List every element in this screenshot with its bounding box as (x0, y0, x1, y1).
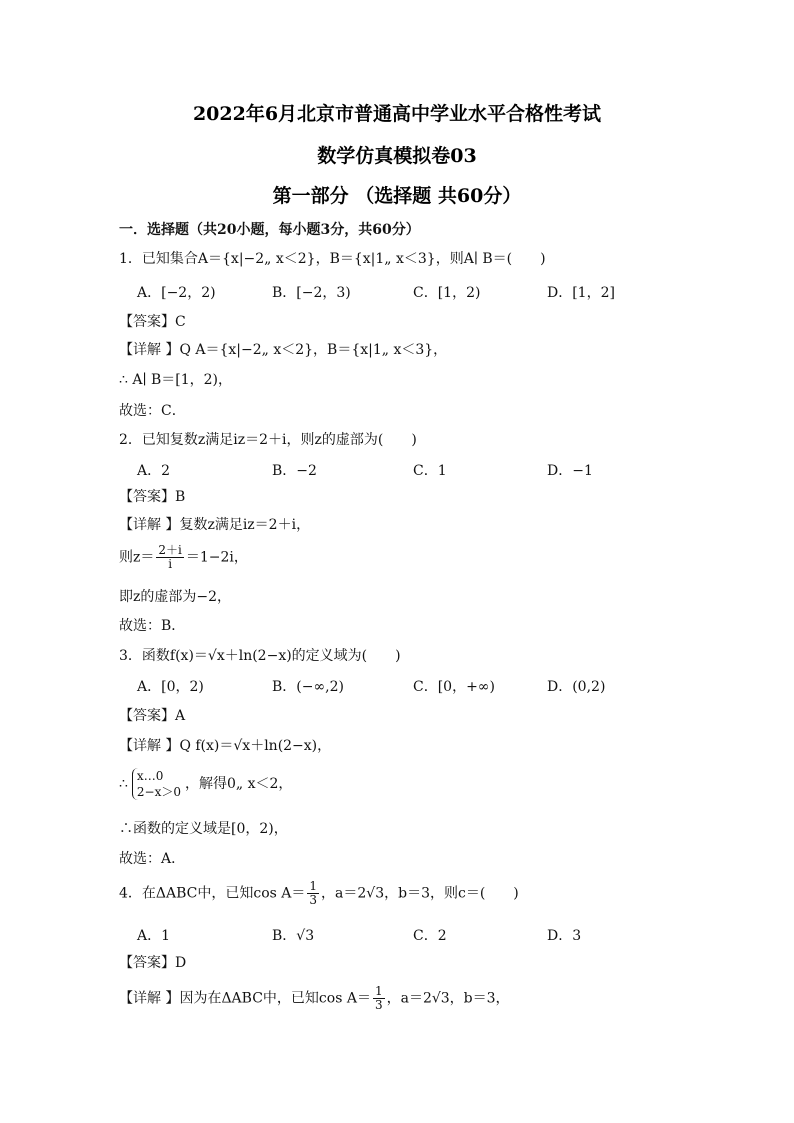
question-2-stem: 2．已知复数z满足iz＝2＋i，则z的虚部为( ) (119, 432, 417, 448)
question-3-stem: 3．函数f(x)＝√x＋ln(2−x)的定义域为( ) (119, 648, 401, 664)
q2-detail-4: 故选：B． (119, 618, 186, 634)
document-title: 2022年6月北京市普通高中学业水平合格性考试 (192, 103, 602, 125)
q3-inequality-bottom: 2−x＞0 (136, 785, 182, 799)
q4-fraction (307, 880, 319, 907)
part-heading: 第一部分 （选择题 共60分） (272, 185, 522, 207)
q2-answer: 【答案】B (119, 489, 186, 505)
q2-option-d: D．−1 (547, 463, 593, 479)
q3-answer: 【答案】A (119, 708, 186, 724)
q2-option-b: B．−2 (272, 463, 317, 479)
q4-option-a: A．1 (137, 928, 171, 944)
q1-answer: 【答案】C (119, 314, 186, 330)
q3-option-a: A．[0，2) (137, 679, 204, 695)
q3-detail-3: ∴函数的定义域是[0，2)， (119, 821, 288, 837)
section-heading: 一．选择题（共20小题，每小题3分，共60分） (119, 222, 420, 238)
q4-detail-fraction-denominator: 3 (374, 998, 383, 1012)
q4-detail-fraction (373, 985, 385, 1012)
q2-option-c: C．1 (413, 463, 447, 479)
q3-option-b: B．(−∞,2) (272, 679, 344, 695)
q4-stem-post: ，a＝2√3，b＝3，则c＝( ) (321, 885, 519, 902)
q2-detail-2-post: ＝1−2i， (185, 549, 248, 566)
q4-fraction-numerator: 1 (309, 879, 318, 893)
q4-option-b: B．√3 (272, 928, 315, 944)
q4-option-d: D．3 (547, 928, 582, 944)
q1-detail-3: 故选：C． (119, 403, 186, 419)
q2-fraction (156, 544, 183, 571)
q3-therefore: ∴ (119, 776, 128, 792)
q2-option-a: A．2 (137, 463, 171, 479)
q2-detail-2-pre: 则z＝ (119, 549, 155, 566)
q2-fraction-numerator: 2＋i (158, 543, 182, 557)
q3-option-c: C．[0，+∞) (413, 679, 495, 695)
q3-inequality-top: x…0 (136, 769, 164, 783)
q4-detail-pre: 【详解 】因为在ΔABC中，已知cos A＝ (119, 990, 371, 1007)
q3-inequality-system (132, 768, 181, 800)
document-subtitle: 数学仿真模拟卷03 (317, 145, 477, 167)
question-1-stem: 1．已知集合A＝{x|−2„ x＜2}，B＝{x|1„ x＜3}，则A∣ B＝( ) (119, 251, 546, 267)
q1-option-c: C．[1，2) (413, 285, 481, 301)
q3-detail-2 (119, 768, 292, 800)
q1-option-a: A．[−2，2) (137, 285, 216, 301)
q1-option-b: B．[−2，3) (272, 285, 351, 301)
q4-fraction-denominator: 3 (309, 893, 318, 907)
q2-detail-2 (119, 544, 248, 571)
q4-answer: 【答案】D (119, 955, 187, 971)
q4-stem-pre: 4．在ΔABC中，已知cos A＝ (119, 885, 306, 902)
q4-option-c: C．2 (413, 928, 447, 944)
q3-detail-1: 【详解 】Q f(x)＝√x＋ln(2−x)， (119, 738, 332, 754)
q4-detail-fraction-numerator: 1 (374, 984, 383, 998)
q4-detail-post: ，a＝2√3，b＝3， (386, 990, 510, 1007)
q2-detail-3: 即z的虚部为−2， (119, 589, 232, 605)
q3-detail-2-post: ，解得0„ x＜2， (185, 776, 293, 792)
q2-fraction-denominator: i (168, 557, 173, 571)
q1-option-d: D．[1，2] (547, 285, 615, 301)
question-4-stem (119, 880, 519, 907)
q1-detail-1: 【详解 】Q A＝{x|−2„ x＜2}，B＝{x|1„ x＜3}， (119, 342, 448, 358)
q3-detail-4: 故选：A． (119, 851, 186, 867)
q3-option-d: D．(0,2) (547, 679, 606, 695)
q4-detail-1 (119, 985, 510, 1012)
q2-detail-1: 【详解 】复数z满足iz＝2＋i， (119, 517, 311, 533)
q1-detail-2: ∴ A∣ B＝[1，2)， (119, 372, 233, 388)
